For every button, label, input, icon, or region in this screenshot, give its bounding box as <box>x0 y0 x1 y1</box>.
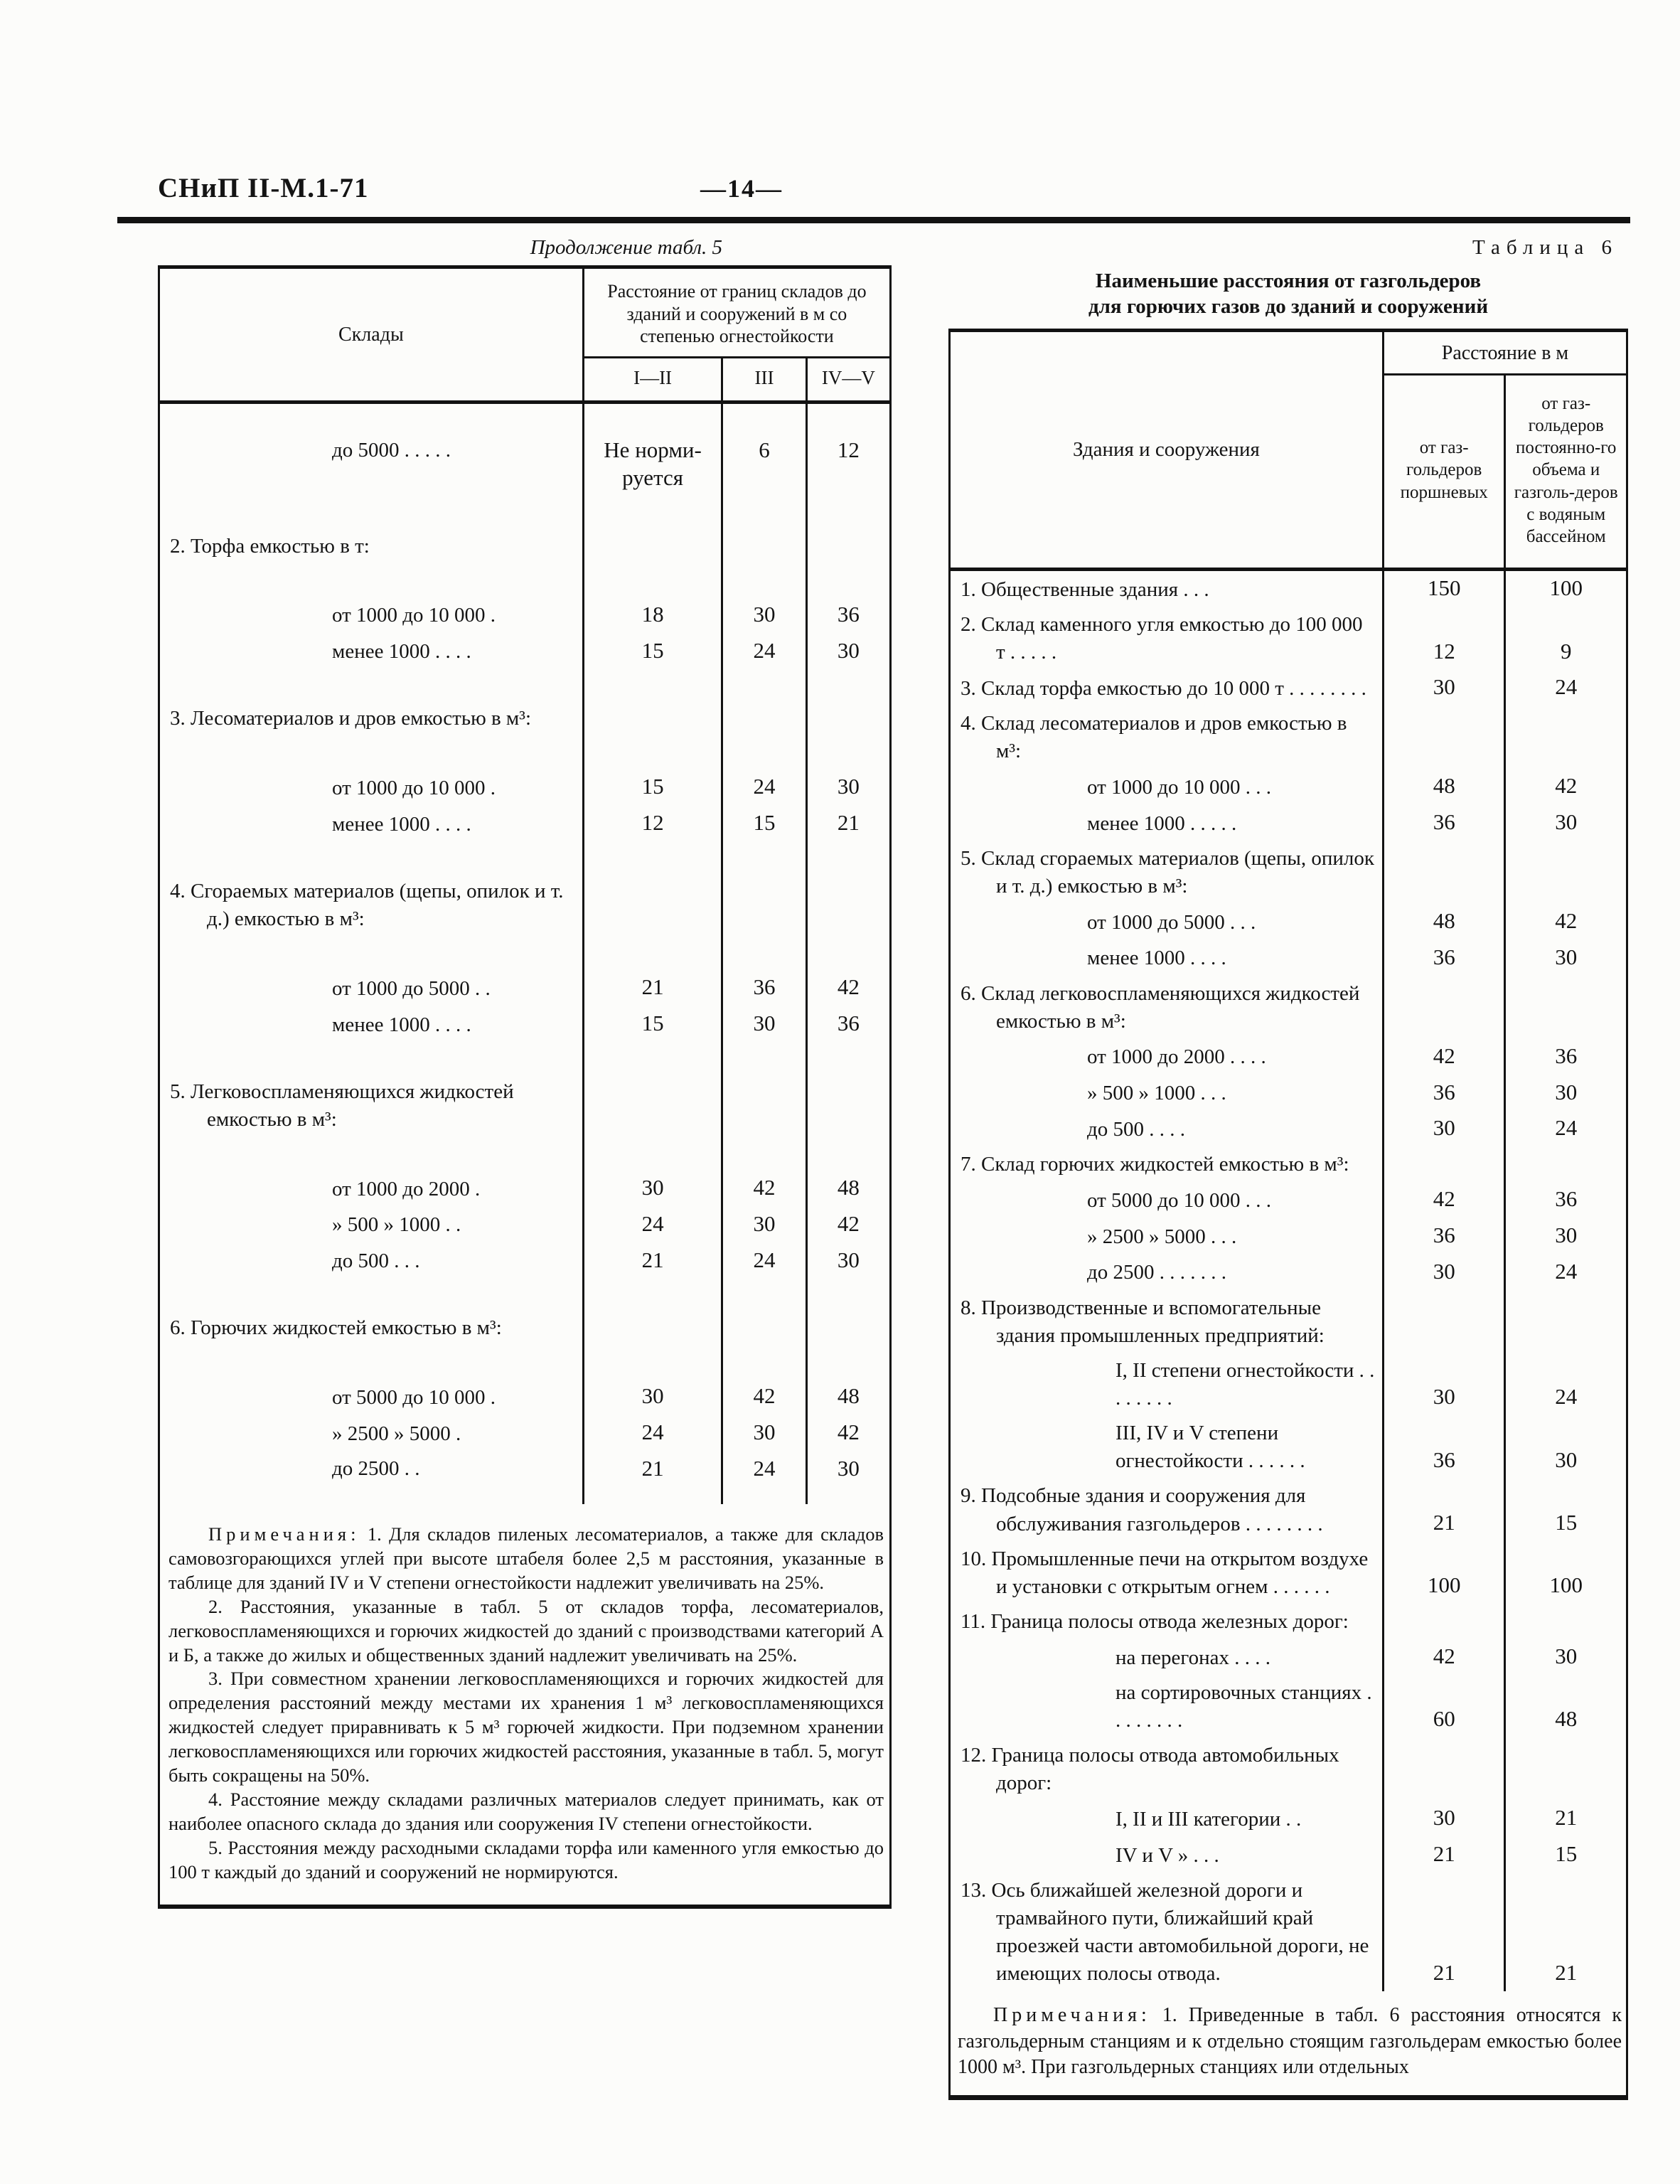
row-value: 48 <box>1383 769 1505 805</box>
row-value: 24 <box>583 1415 722 1451</box>
row-label: 7. Склад горючих жидкостей емкостью в м³: <box>961 1153 1349 1176</box>
row-value: 30 <box>1505 1639 1627 1676</box>
row-label: » 2500 » 5000 . <box>332 1422 461 1445</box>
row-value: 36 <box>1505 1182 1627 1218</box>
row-value: 24 <box>1505 1111 1627 1147</box>
table-row <box>950 1738 1627 1801</box>
table-row <box>950 841 1627 904</box>
table-row <box>950 1182 1627 1218</box>
notes-label: Примечания: <box>208 1523 360 1545</box>
row-value: 24 <box>1505 1353 1627 1416</box>
table-row <box>159 634 891 670</box>
row-label: 2. Склад каменного угля емкостью до 100 000 т . . . . . <box>961 613 1363 664</box>
row-value <box>1505 706 1627 769</box>
row-label: 4. Склад лесоматериалов и дров емкостью в м³: <box>961 712 1347 763</box>
row-value: 42 <box>1383 1039 1505 1075</box>
table6-col-distance-header: Расстояние в м <box>1383 330 1627 374</box>
table-row <box>950 1542 1627 1604</box>
row-value: 42 <box>1505 904 1627 940</box>
row-value: 30 <box>722 1415 806 1451</box>
row-label: 11. Граница полосы отвода железных дорог: <box>961 1609 1349 1633</box>
table-row <box>159 842 891 937</box>
row-label: от 1000 до 2000 . <box>332 1177 481 1200</box>
table5-subcol-iv-v: IV—V <box>806 358 890 403</box>
table5-subcol-i-ii: I—II <box>583 358 722 403</box>
row-value: 100 <box>1505 1542 1627 1604</box>
row-value <box>1505 1738 1627 1801</box>
row-value <box>1505 1604 1627 1639</box>
row-value <box>806 497 890 564</box>
row-label: от 1000 до 10 000 . . . <box>1087 775 1272 799</box>
table-row <box>159 1504 891 1907</box>
table-row <box>159 937 891 1006</box>
table6-header <box>950 330 1627 570</box>
row-label: менее 1000 . . . . <box>332 812 471 836</box>
note-text: 4. Расстояние между складами различных материалов следует принимать, как от наиболее опасного склада до здания или сооружения IV степени огнестойкости. <box>168 1789 884 1834</box>
table-row <box>950 1218 1627 1255</box>
row-value: 36 <box>1505 1039 1627 1075</box>
row-value: 48 <box>1505 1676 1627 1738</box>
row-value: 21 <box>1505 1873 1627 1992</box>
table6-col-buildings: Здания и сооружения <box>950 330 1384 570</box>
row-label: до 5000 . . . . . <box>332 439 451 462</box>
row-value: 30 <box>722 1006 806 1043</box>
row-label: IV и V » . . . <box>1115 1843 1219 1867</box>
row-value <box>583 1043 722 1137</box>
table-row <box>950 769 1627 805</box>
table6-notes <box>958 2003 1622 2080</box>
page-header <box>117 172 1630 223</box>
row-value: 6 <box>722 403 806 497</box>
row-value: 21 <box>1383 1873 1505 1992</box>
row-value: 30 <box>1383 1353 1505 1416</box>
note-paragraph <box>168 1667 884 1788</box>
row-label: менее 1000 . . . . <box>332 640 471 664</box>
table-row <box>950 805 1627 841</box>
left-column <box>158 236 892 1909</box>
row-value: 30 <box>722 564 806 634</box>
table-row <box>159 1207 891 1243</box>
row-label: от 5000 до 10 000 . . . <box>1087 1188 1272 1212</box>
table-row <box>159 1137 891 1207</box>
table-row <box>159 736 891 806</box>
row-value: 42 <box>806 937 890 1006</box>
row-value: 36 <box>806 564 890 634</box>
note-text: 2. Расстояния, указанные в табл. 5 от складов торфа, лесоматериалов, легковоспламеняющихся и горючих жидкостей до зданий с производствами категорий А и Б, а также до жилых и общественных зданий надлежит увеличивать на 25%. <box>168 1595 884 1666</box>
table-row <box>159 497 891 564</box>
table-row <box>950 1873 1627 1992</box>
row-value <box>722 1279 806 1346</box>
row-value: 30 <box>1383 1255 1505 1291</box>
row-label: 3. Лесоматериалов и дров емкостью в м³: <box>170 707 532 730</box>
row-label: от 1000 до 2000 . . . . <box>1087 1045 1266 1069</box>
row-value: 21 <box>806 806 890 842</box>
row-value: 24 <box>722 634 806 670</box>
table-row <box>159 1243 891 1279</box>
row-value: 15 <box>583 736 722 806</box>
table5-notes-cell <box>159 1504 891 1907</box>
table-row <box>159 1451 891 1504</box>
row-label: 10. Промышленные печи на открытом воздухе и установки с открытым огнем . . . . . . <box>961 1547 1369 1598</box>
table5-caption: Продолжение табл. 5 <box>530 236 722 259</box>
row-label: » 500 » 1000 . . . <box>1087 1082 1226 1105</box>
table-row <box>950 1837 1627 1873</box>
row-value: 24 <box>722 736 806 806</box>
note-text: 1. Приведенные в табл. 6 расстояния относятся к газгольдерным станциям и к отдельно стоящим газгольдерам емкостью более 1000 м³. При газгольдерных станциях или отдельных <box>958 2004 1622 2079</box>
table-row <box>159 403 891 497</box>
row-value <box>1383 706 1505 769</box>
row-value <box>806 1279 890 1346</box>
row-value: 30 <box>806 1451 890 1504</box>
note-text: 5. Расстояния между расходными складами торфа или каменного угля емкостью до 100 т каждый до зданий и сооружений не нормируются. <box>168 1836 884 1882</box>
row-value: 12 <box>806 403 890 497</box>
row-label: на сортировочных станциях . . . . . . . . <box>1115 1680 1372 1732</box>
row-label: от 5000 до 10 000 . <box>332 1386 496 1409</box>
table5-notes-section <box>159 1504 891 1907</box>
row-label: менее 1000 . . . . <box>332 1013 471 1036</box>
row-value <box>1505 1291 1627 1353</box>
row-value <box>722 497 806 564</box>
notes-label: Примечания: <box>993 2004 1151 2027</box>
row-label: от 1000 до 10 000 . <box>332 604 496 627</box>
table-row <box>159 1043 891 1137</box>
row-value <box>806 842 890 937</box>
table-row <box>950 1353 1627 1416</box>
row-value <box>1383 1604 1505 1639</box>
row-label: до 2500 . . . . . . . <box>1087 1261 1227 1284</box>
table-row <box>159 669 891 736</box>
table-row <box>159 1006 891 1043</box>
table-row <box>950 1039 1627 1075</box>
row-value: 30 <box>1505 1416 1627 1479</box>
table-row <box>159 1279 891 1346</box>
row-value: 36 <box>1383 940 1505 976</box>
row-value <box>722 1043 806 1137</box>
note-paragraph <box>168 1788 884 1836</box>
row-value <box>1383 1291 1505 1353</box>
row-value: 42 <box>1505 769 1627 805</box>
row-value: 24 <box>1505 1255 1627 1291</box>
table-row <box>950 1676 1627 1738</box>
note-paragraph <box>958 2003 1622 2080</box>
row-value: 21 <box>1383 1837 1505 1873</box>
table-row <box>950 976 1627 1039</box>
table5-subcol-iii: III <box>722 358 806 403</box>
row-value: 42 <box>806 1415 890 1451</box>
row-value: 60 <box>1383 1676 1505 1738</box>
table-row <box>950 670 1627 706</box>
row-value <box>1383 1147 1505 1182</box>
row-value: 30 <box>1505 1218 1627 1255</box>
row-value <box>583 497 722 564</box>
two-column-layout <box>158 236 1628 2100</box>
table-row <box>950 1291 1627 1353</box>
row-value <box>1505 1147 1627 1182</box>
note-paragraph <box>168 1523 884 1595</box>
row-value <box>722 842 806 937</box>
row-value: 15 <box>722 806 806 842</box>
row-value: 42 <box>1383 1182 1505 1218</box>
table-row <box>159 564 891 634</box>
row-value: 30 <box>1383 1111 1505 1147</box>
row-value: 15 <box>583 634 722 670</box>
row-value: 18 <box>583 564 722 634</box>
row-label: на перегонах . . . . <box>1115 1646 1270 1669</box>
table6 <box>948 329 1628 2100</box>
table-row <box>950 706 1627 769</box>
table6-title <box>948 268 1628 320</box>
row-label: I, II и III категории . . <box>1115 1807 1302 1831</box>
row-value: 15 <box>583 1006 722 1043</box>
row-value: 30 <box>1505 805 1627 841</box>
table5-body <box>159 403 891 1504</box>
row-label: менее 1000 . . . . . <box>1087 811 1237 835</box>
row-value: 36 <box>1383 1218 1505 1255</box>
table6-body <box>950 570 1627 1992</box>
table5-header <box>159 267 891 403</box>
row-value: 36 <box>1383 1075 1505 1112</box>
table5-notes <box>168 1523 884 1885</box>
row-label: до 500 . . . . <box>1087 1117 1186 1141</box>
row-label: до 2500 . . <box>332 1456 420 1480</box>
row-value <box>806 1043 890 1137</box>
row-value <box>583 842 722 937</box>
row-value <box>1505 841 1627 904</box>
row-value: 48 <box>1383 904 1505 940</box>
row-value: 48 <box>806 1346 890 1415</box>
row-label: до 500 . . . <box>332 1250 420 1273</box>
row-value <box>722 669 806 736</box>
row-value: 21 <box>583 937 722 1006</box>
table6-caption: Таблица 6 <box>1472 236 1618 259</box>
table-row <box>950 1801 1627 1837</box>
row-value: Не норми-руется <box>583 403 722 497</box>
row-label: от 1000 до 5000 . . . <box>1087 910 1256 934</box>
row-value: 21 <box>583 1243 722 1279</box>
row-label: 2. Торфа емкостью в т: <box>170 534 370 558</box>
row-label: 9. Подсобные здания и сооружения для обслуживания газгольдеров . . . . . . . . <box>961 1484 1323 1535</box>
row-value: 42 <box>722 1137 806 1207</box>
row-value: 30 <box>1383 670 1505 706</box>
note-paragraph <box>168 1836 884 1885</box>
row-value: 21 <box>583 1451 722 1504</box>
row-label: 5. Легковоспламеняющихся жидкостей емкостью в м³: <box>170 1080 514 1131</box>
table-row <box>950 1991 1627 2097</box>
table-row <box>950 1255 1627 1291</box>
table-row <box>159 1346 891 1415</box>
note-paragraph <box>168 1595 884 1668</box>
row-value: 30 <box>1383 1801 1505 1837</box>
row-label: » 2500 » 5000 . . . <box>1087 1225 1237 1248</box>
row-label: III, IV и V степени огнестойкости . . . . . . <box>1115 1422 1305 1473</box>
row-value: 42 <box>722 1346 806 1415</box>
table6-title-line1: Наименьшие расстояния от газгольдеров <box>1095 270 1482 292</box>
row-value: 21 <box>1505 1801 1627 1837</box>
row-label: 8. Производственные и вспомогательные здания промышленных предприятий: <box>961 1296 1325 1347</box>
table5 <box>158 265 892 1909</box>
row-value: 24 <box>722 1243 806 1279</box>
row-label: 6. Склад легковоспламеняющихся жидкостей емкостью в м³: <box>961 981 1360 1033</box>
table6-subcol-piston: от газ-гольдеров поршневых <box>1383 374 1505 570</box>
table-row <box>950 1075 1627 1112</box>
note-text: 3. При совместном хранении легковоспламеняющихся и горючих жидкостей для определения расстояний между местами их хранения 1 м³ легковоспламеняющихся жидкостей следует приравнивать к 5 м³ горючей жидкости. При подземном хранении легковоспламеняющихся или горючих жидкостей расстояния, указанные в табл. 5, могут быть сокращены на 50%. <box>168 1668 884 1786</box>
row-value: 42 <box>1383 1639 1505 1676</box>
row-value: 30 <box>722 1207 806 1243</box>
row-label: » 500 » 1000 . . <box>332 1213 461 1237</box>
row-value <box>583 669 722 736</box>
row-value: 36 <box>806 1006 890 1043</box>
table-row <box>950 1479 1627 1541</box>
table6-notes-section <box>950 1991 1627 2097</box>
table-row <box>950 904 1627 940</box>
table6-notes-cell <box>950 1991 1627 2097</box>
row-value: 24 <box>583 1207 722 1243</box>
table-row <box>950 1639 1627 1676</box>
row-label: менее 1000 . . . . <box>1087 947 1226 970</box>
row-value: 9 <box>1505 607 1627 670</box>
row-value <box>1505 976 1627 1039</box>
row-value: 30 <box>806 736 890 806</box>
table-row <box>159 1415 891 1451</box>
row-label: 1. Общественные здания . . . <box>961 577 1209 601</box>
table5-col-warehouses: Склады <box>159 267 584 403</box>
row-value: 12 <box>583 806 722 842</box>
note-text: 1. Для складов пиленых лесоматериалов, а также для складов самовозгорающихся углей при высоте штабеля более 2,5 м расстояния, указанные в таблице для зданий IV и V степени огнестойкости надлежит увеличивать на 25%. <box>168 1523 884 1593</box>
row-value: 30 <box>806 1243 890 1279</box>
row-value: 21 <box>1383 1479 1505 1541</box>
row-label: I, II степени огнестойкости . . . . . . . . <box>1115 1358 1375 1410</box>
row-value: 42 <box>806 1207 890 1243</box>
row-label: от 1000 до 10 000 . <box>332 777 496 800</box>
row-label: 4. Сгораемых материалов (щепы, опилок и т. д.) емкостью в м³: <box>170 879 564 931</box>
page-number: —14— <box>700 174 783 203</box>
row-value: 15 <box>1505 1837 1627 1873</box>
row-value: 30 <box>1505 940 1627 976</box>
row-label: 12. Граница полосы отвода автомобильных дорог: <box>961 1744 1339 1795</box>
row-label: 3. Склад торфа емкостью до 10 000 т . . . . . . . . <box>961 676 1366 700</box>
row-value: 36 <box>1383 1416 1505 1479</box>
row-value: 30 <box>583 1137 722 1207</box>
row-value: 24 <box>722 1451 806 1504</box>
row-value <box>806 669 890 736</box>
row-value: 15 <box>1505 1479 1627 1541</box>
row-label: 13. Ось ближайшей железной дороги и трамвайного пути, ближайший край проезжей части автомобильной дороги, не имеющих полосы отвода. <box>961 1878 1369 1986</box>
doc-code: СНиП II-М.1-71 <box>158 173 369 203</box>
row-value <box>1383 841 1505 904</box>
row-label: от 1000 до 5000 . . <box>332 976 491 1000</box>
table5-col-group-header: Расстояние от границ складов до зданий и сооружений в м со степенью огнестойкости <box>583 267 890 358</box>
row-value: 100 <box>1505 570 1627 607</box>
row-value: 36 <box>722 937 806 1006</box>
row-value: 30 <box>806 634 890 670</box>
row-value: 100 <box>1383 1542 1505 1604</box>
right-column <box>948 236 1628 2100</box>
table-row <box>950 940 1627 976</box>
row-label: 6. Горючих жидкостей емкостью в м³: <box>170 1316 502 1340</box>
row-value: 30 <box>583 1346 722 1415</box>
row-value: 30 <box>1505 1075 1627 1112</box>
row-label: 5. Склад сгораемых материалов (щепы, опилок и т. д.) емкостью в м³: <box>961 846 1374 897</box>
table6-title-line2: для горючих газов до зданий и сооружений <box>1088 295 1489 319</box>
table-row <box>950 570 1627 607</box>
table-row <box>950 1147 1627 1182</box>
row-value: 24 <box>1505 670 1627 706</box>
row-value: 36 <box>1383 805 1505 841</box>
table-row <box>950 1416 1627 1479</box>
table-row <box>950 1604 1627 1639</box>
table6-subcol-constant-volume: от газ-гольдеров постоянно-го объема и газголь-деров с водяным бассейном <box>1505 374 1627 570</box>
row-value: 12 <box>1383 607 1505 670</box>
row-value <box>1383 976 1505 1039</box>
row-value: 150 <box>1383 570 1505 607</box>
row-value: 48 <box>806 1137 890 1207</box>
row-value <box>1383 1738 1505 1801</box>
table-row <box>950 607 1627 670</box>
table-row <box>950 1111 1627 1147</box>
table-row <box>159 806 891 842</box>
row-value <box>583 1279 722 1346</box>
